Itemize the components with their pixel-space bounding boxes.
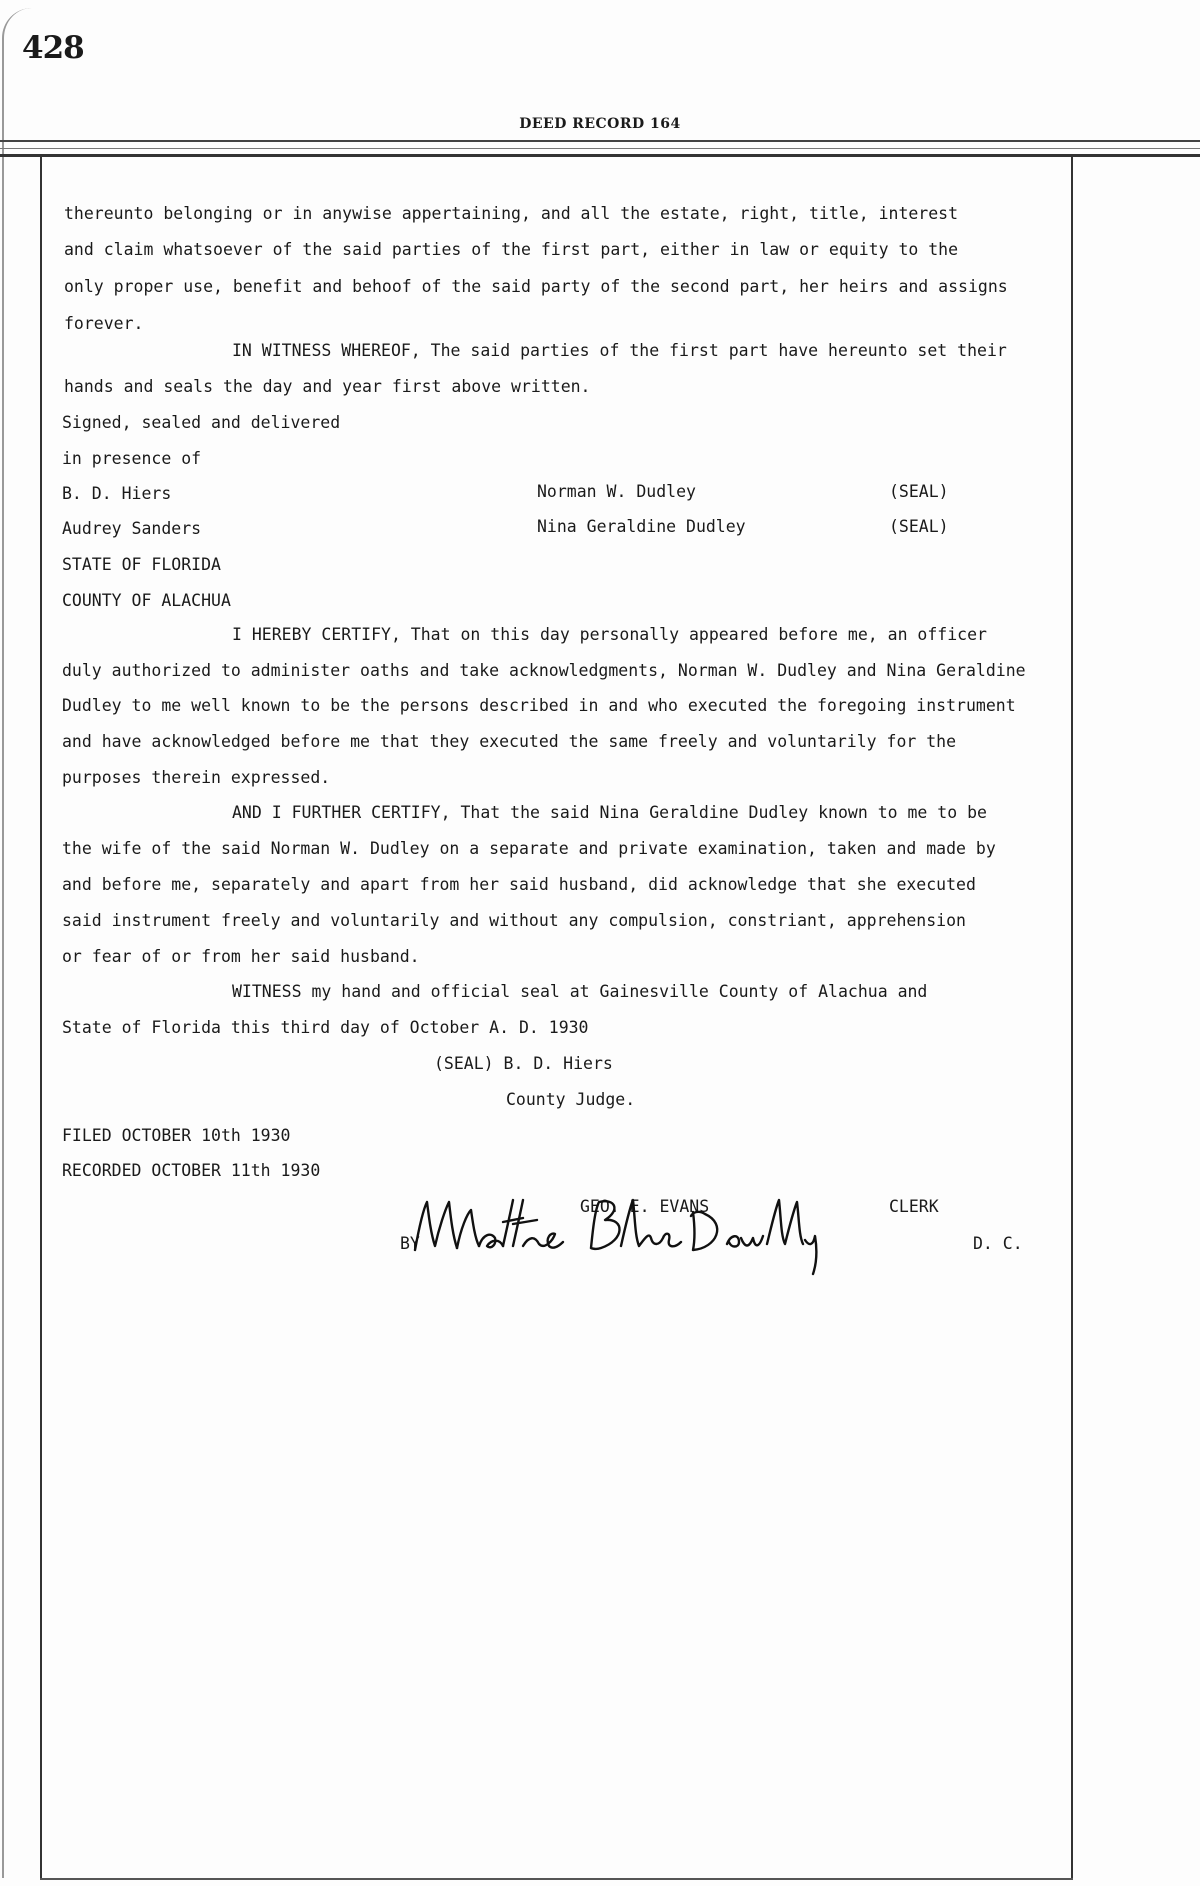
by-label: BY bbox=[400, 1234, 420, 1253]
text-line: and before me, separately and apart from her said husband, did acknowledge that she executed bbox=[62, 875, 976, 894]
venue-state: STATE OF FLORIDA bbox=[62, 555, 221, 574]
page-number: 428 bbox=[22, 30, 84, 66]
left-margin-line bbox=[40, 154, 42, 1879]
text-line: thereunto belonging or in anywise appertaining, and all the estate, right, title, interest bbox=[64, 204, 959, 223]
text-line: duly authorized to administer oaths and take acknowledgments, Norman W. Dudley and Nina Geraldine bbox=[62, 661, 1026, 680]
signer-name: Norman W. Dudley bbox=[537, 482, 696, 501]
text-line: AND I FURTHER CERTIFY, That the said Nina Geraldine Dudley known to me to be bbox=[232, 803, 987, 822]
witness-name: Audrey Sanders bbox=[62, 519, 202, 538]
text-line: forever. bbox=[64, 314, 144, 333]
header-rule-middle bbox=[0, 148, 1200, 149]
text-line: in presence of bbox=[62, 449, 202, 468]
judge-title: County Judge. bbox=[506, 1090, 636, 1109]
judge-signature-line: (SEAL) B. D. Hiers bbox=[434, 1054, 613, 1073]
record-title: DEED RECORD 164 bbox=[519, 116, 681, 132]
page-edge bbox=[2, 8, 44, 1878]
seal-mark: (SEAL) bbox=[889, 482, 949, 501]
signer-name: Nina Geraldine Dudley bbox=[537, 517, 746, 536]
deputy-clerk-label: D. C. bbox=[973, 1234, 1023, 1253]
text-line: hands and seals the day and year first above written. bbox=[64, 377, 591, 396]
bottom-rule bbox=[40, 1878, 1073, 1880]
text-line: IN WITNESS WHEREOF, The said parties of the first part have hereunto set their bbox=[232, 341, 1007, 360]
text-line: Dudley to me well known to be the persons described in and who executed the foregoing instrument bbox=[62, 696, 1016, 715]
text-line: or fear of or from her said husband. bbox=[62, 947, 420, 966]
text-line: I HEREBY CERTIFY, That on this day personally appeared before me, an officer bbox=[232, 625, 987, 644]
text-line: State of Florida this third day of October A. D. 1930 bbox=[62, 1018, 589, 1037]
text-line: purposes therein expressed. bbox=[62, 768, 331, 787]
right-margin-line bbox=[1071, 154, 1073, 1879]
clerk-title: CLERK bbox=[889, 1197, 939, 1216]
text-line: only proper use, benefit and behoof of the said party of the second part, her heirs and assigns bbox=[64, 277, 1008, 296]
text-line: and have acknowledged before me that they executed the same freely and voluntarily for the bbox=[62, 732, 957, 751]
header-rule-bottom bbox=[0, 154, 1200, 157]
header-rule-top bbox=[0, 140, 1200, 142]
text-line: WITNESS my hand and official seal at Gainesville County of Alachua and bbox=[232, 982, 928, 1001]
signature-drawing bbox=[395, 1188, 835, 1284]
text-line: and claim whatsoever of the said parties of the first part, either in law or equity to the bbox=[64, 240, 959, 259]
filed-date: FILED OCTOBER 10th 1930 bbox=[62, 1126, 291, 1145]
clerk-name: GEO. E. EVANS bbox=[580, 1197, 710, 1216]
venue-county: COUNTY OF ALACHUA bbox=[62, 591, 231, 610]
text-line: said instrument freely and voluntarily and without any compulsion, constriant, apprehension bbox=[62, 911, 966, 930]
seal-mark: (SEAL) bbox=[889, 517, 949, 536]
witness-name: B. D. Hiers bbox=[62, 484, 172, 503]
handwritten-signature bbox=[395, 1188, 835, 1284]
text-line: Signed, sealed and delivered bbox=[62, 413, 341, 432]
text-line: the wife of the said Norman W. Dudley on a separate and private examination, taken and made by bbox=[62, 839, 996, 858]
recorded-date: RECORDED OCTOBER 11th 1930 bbox=[62, 1161, 321, 1180]
